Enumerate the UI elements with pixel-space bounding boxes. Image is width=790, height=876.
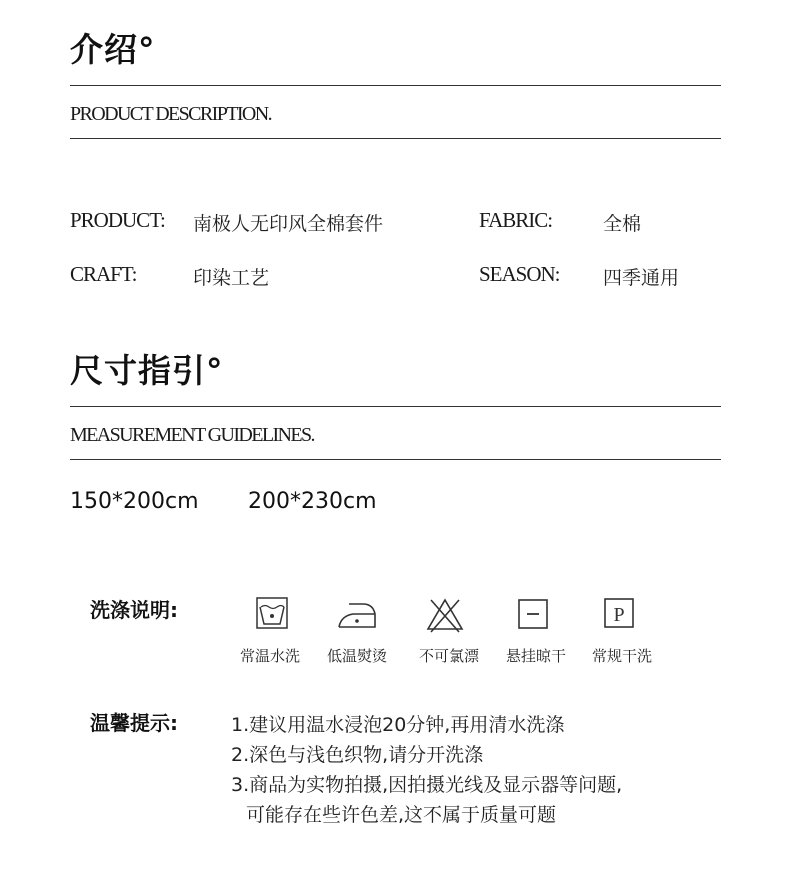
tip-line: 1.建议用温水浸泡20分钟,再用清水洗涤	[231, 714, 565, 736]
dry-clean-icon	[594, 596, 644, 636]
divider	[70, 406, 721, 407]
divider	[70, 85, 721, 86]
wash-icon-label: 不可氯漂	[418, 647, 479, 665]
size-option: 150*200cm	[70, 489, 199, 514]
wash-icon-label: 悬挂晾干	[505, 647, 566, 665]
wash-basin-icon	[247, 596, 297, 636]
product-label: PRODUCT:	[70, 208, 165, 232]
no-bleach-icon	[420, 596, 470, 636]
product-value: 南极人无印风全棉套件	[193, 213, 384, 235]
tip-line: 3.商品为实物拍摄,因拍摄光线及显示器等问题,	[231, 774, 623, 796]
fabric-value: 全棉	[603, 213, 642, 235]
measure-subtitle: MEASUREMENT GUIDELINES.	[70, 424, 314, 446]
divider	[70, 138, 721, 139]
iron-icon	[333, 596, 383, 636]
measure-title: 尺寸指引°	[70, 351, 224, 390]
wash-icon-label: 常温水洗	[239, 647, 300, 665]
divider	[70, 459, 721, 460]
tip-line: 2.深色与浅色织物,请分开洗涤	[231, 744, 484, 766]
dry-clean-letter: P	[613, 604, 625, 626]
tip-line: 可能存在些许色差,这不属于质量可题	[246, 804, 557, 826]
hang-dry-icon	[507, 596, 557, 636]
craft-value: 印染工艺	[193, 267, 270, 289]
season-label: SEASON:	[479, 262, 560, 286]
wash-icon-label: 常规干洗	[591, 647, 652, 665]
craft-label: CRAFT:	[70, 262, 137, 286]
tips-title: 温馨提示:	[90, 711, 178, 735]
wash-icon-label: 低温熨烫	[326, 647, 387, 665]
size-option: 200*230cm	[248, 489, 377, 514]
intro-title: 介绍°	[70, 30, 156, 69]
fabric-label: FABRIC:	[479, 208, 553, 232]
wash-title: 洗涤说明:	[90, 598, 178, 622]
season-value: 四季通用	[603, 267, 680, 289]
intro-subtitle: PRODUCT DESCRIPTION.	[70, 103, 271, 125]
